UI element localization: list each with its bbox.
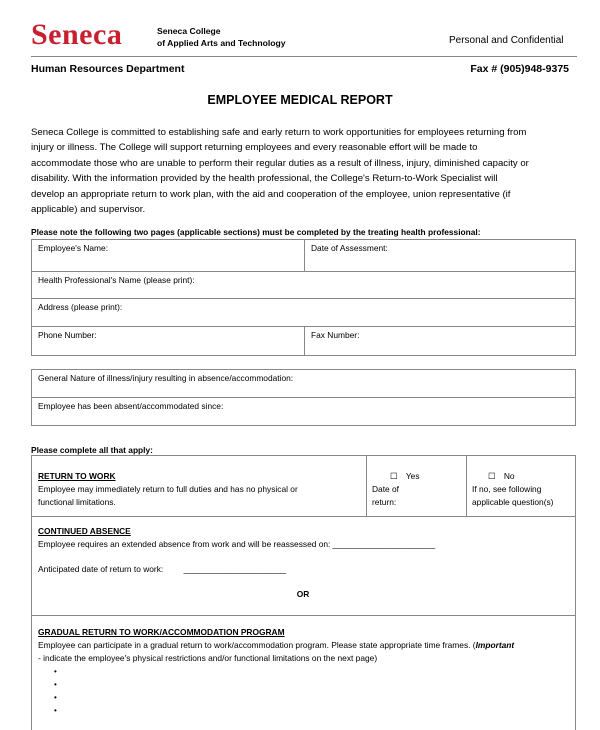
- row-divider: [32, 516, 575, 517]
- intro-line: Seneca College is committed to establishing safe and early return to work opportunities for employees returning from: [31, 127, 527, 138]
- fax-number-field[interactable]: [305, 327, 576, 356]
- work-status-section: [31, 455, 576, 730]
- or-separator: OR: [296, 589, 310, 599]
- continued-absence-heading: CONTINUED ABSENCE: [38, 526, 131, 536]
- return-to-work-block: [38, 470, 298, 509]
- intro-line: disability. With the information provided by the health professional, the College's Return-to-Work Specialist will: [31, 173, 498, 185]
- absent-since-field[interactable]: [32, 398, 576, 426]
- gradual-return-text: - indicate the employee's physical restrictions and/or functional limitations on the next page): [38, 653, 378, 663]
- illness-info-table: [31, 369, 576, 426]
- no-label: No: [503, 471, 515, 481]
- yes-checkbox[interactable]: ☐: [390, 471, 398, 481]
- return-to-work-text: Employee may immediately return to full duties and has no physical or: [38, 484, 298, 494]
- employee-name-label: Employee's Name:: [38, 243, 109, 253]
- anticipated-return-blank[interactable]: ______________________: [183, 564, 287, 574]
- health-professional-name-field[interactable]: [32, 272, 576, 299]
- date-of-assessment-field[interactable]: [305, 240, 576, 272]
- intro-paragraph: [31, 125, 571, 217]
- anticipated-return-label: Anticipated date of return to work:: [38, 564, 164, 574]
- return-to-work-heading: RETURN TO WORK: [38, 471, 116, 481]
- intro-line: injury or illness. The College will support returning employees and every reasonable effort will be made to: [31, 142, 478, 154]
- important-note: Important: [475, 640, 515, 650]
- college-name-line1: Seneca College: [157, 26, 221, 36]
- intro-line: accommodate those who are unable to perform their regular duties as a result of illness, injury, diminished capacity or: [31, 157, 529, 169]
- date-of-return-label: return:: [372, 497, 397, 507]
- no-option[interactable]: [472, 470, 572, 509]
- department-label: Human Resources Department: [31, 63, 185, 75]
- column-divider: [366, 456, 367, 516]
- no-instruction-text: If no, see following: [472, 484, 542, 494]
- gradual-return-heading: GRADUAL RETURN TO WORK/ACCOMMODATION PROGRAM: [38, 627, 285, 637]
- bullet-item[interactable]: •: [54, 706, 57, 715]
- date-of-return-label: Date of: [372, 484, 400, 494]
- restriction-bullets: [38, 665, 570, 717]
- fax-number-label: Fax Number:: [311, 330, 360, 340]
- no-checkbox[interactable]: ☐: [488, 471, 496, 481]
- phone-number-label: Phone Number:: [38, 330, 97, 340]
- confidential-label: Personal and Confidential: [449, 35, 564, 46]
- continued-absence-text[interactable]: Employee requires an extended absence from work and will be reassessed on: ______________________: [38, 539, 436, 549]
- general-nature-field[interactable]: [32, 370, 576, 398]
- absent-since-label: Employee has been absent/accommodated since:: [38, 401, 224, 411]
- health-professional-name-label: Health Professional's Name (please print):: [38, 275, 195, 285]
- yes-label: Yes: [405, 471, 420, 481]
- fax-number: Fax # (905)948-9375: [470, 63, 569, 75]
- column-divider: [466, 456, 467, 516]
- document-title: EMPLOYEE MEDICAL REPORT: [207, 93, 393, 107]
- phone-number-field[interactable]: [32, 327, 305, 356]
- gradual-return-text: Employee can participate in a gradual return to work/accommodation program. Please state appropriate time frames. (Important: [38, 640, 515, 650]
- bullet-item[interactable]: •: [54, 680, 57, 689]
- row-divider: [32, 615, 575, 616]
- intro-line: develop an appropriate return to work plan, with the aid and cooperation of the employee, union representative (if: [31, 188, 511, 200]
- yes-option[interactable]: [372, 470, 462, 509]
- anticipated-return-row[interactable]: [38, 563, 568, 576]
- general-nature-label: General Nature of illness/injury resulting in absence/accommodation:: [38, 373, 294, 383]
- completion-note: Please note the following two pages (applicable sections) must be completed by the treating health professional:: [31, 227, 481, 237]
- header-divider: [31, 56, 577, 57]
- no-instruction-text: applicable question(s): [472, 497, 554, 507]
- seneca-logo: Seneca: [31, 18, 123, 51]
- professional-info-table: [31, 239, 576, 356]
- apply-label: Please complete all that apply:: [31, 445, 153, 455]
- bullet-item[interactable]: •: [54, 667, 57, 676]
- continued-absence-block: [38, 525, 568, 601]
- employee-name-field[interactable]: [32, 240, 305, 272]
- college-name: [157, 25, 286, 49]
- address-label: Address (please print):: [38, 302, 123, 312]
- bullet-item[interactable]: •: [54, 693, 57, 702]
- college-name-line2: of Applied Arts and Technology: [157, 38, 286, 48]
- address-field[interactable]: [32, 299, 576, 327]
- gradual-return-block: [38, 626, 570, 717]
- date-of-assessment-label: Date of Assessment:: [311, 243, 388, 253]
- intro-line: applicable) and supervisor.: [31, 204, 146, 216]
- return-to-work-text: functional limitations.: [38, 497, 116, 507]
